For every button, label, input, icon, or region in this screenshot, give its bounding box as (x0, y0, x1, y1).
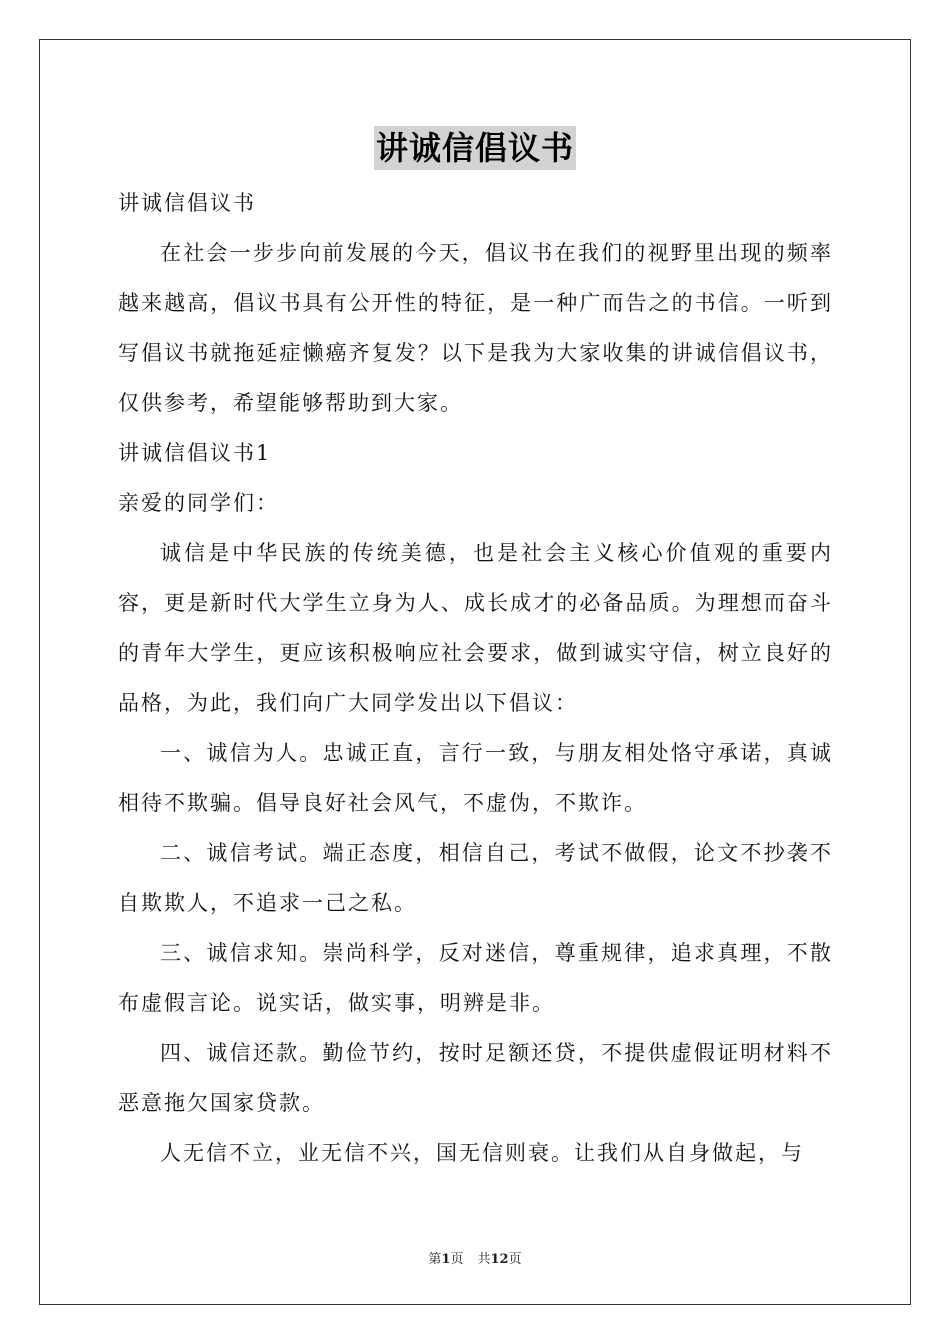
salutation: 亲爱的同学们： (118, 491, 279, 515)
section-heading: 讲诚信倡议书1 (118, 441, 272, 465)
document-body (118, 178, 833, 1178)
footer-page-suffix: 页 (450, 1252, 464, 1267)
body-paragraph: 一、诚信为人。忠诚正直，言行一致，与朋友相处恪守承诺，真诚相待不欺骗。倡导良好社会风气，不虚伪，不欺诈。 (118, 741, 833, 815)
body-paragraph: 人无信不立，业无信不兴，国无信则衰。让我们从自身做起，与 (160, 1141, 804, 1165)
page-footer (0, 1248, 950, 1267)
title-container (0, 126, 950, 170)
footer-total-prefix: 共 (477, 1252, 491, 1267)
body-paragraph: 四、诚信还款。勤俭节约，按时足额还贷，不提供虚假证明材料不恶意拖欠国家贷款。 (118, 1041, 833, 1115)
body-paragraph: 二、诚信考试。端正态度，相信自己，考试不做假，论文不抄袭不自欺欺人，不追求一己之私。 (118, 841, 833, 915)
body-paragraph: 诚信是中华民族的传统美德，也是社会主义核心价值观的重要内容，更是新时代大学生立身为人、成长成才的必备品质。为理想而奋斗的青年大学生，更应该积极响应社会要求，做到诚实守信，树立良好的品格，为此，我们向广大同学发出以下倡议： (118, 541, 833, 715)
footer-page-number: 1 (441, 1252, 451, 1267)
footer-page-prefix: 第 (428, 1252, 442, 1267)
footer-total-suffix: 页 (508, 1252, 522, 1267)
intro-paragraph: 在社会一步步向前发展的今天，倡议书在我们的视野里出现的频率越来越高，倡议书具有公开性的特征，是一种广而告之的书信。一听到写倡议书就拖延症懒癌齐复发？以下是我为大家收集的讲诚信倡议书，仅供参考，希望能够帮助到大家。 (118, 241, 833, 415)
footer-total-pages: 12 (490, 1252, 509, 1267)
body-paragraph: 三、诚信求知。崇尚科学，反对迷信，尊重规律，追求真理，不散布虚假言论。说实话，做实事，明辨是非。 (118, 941, 833, 1015)
document-title: 讲诚信倡议书 (374, 126, 576, 170)
document-subtitle: 讲诚信倡议书 (118, 191, 256, 215)
